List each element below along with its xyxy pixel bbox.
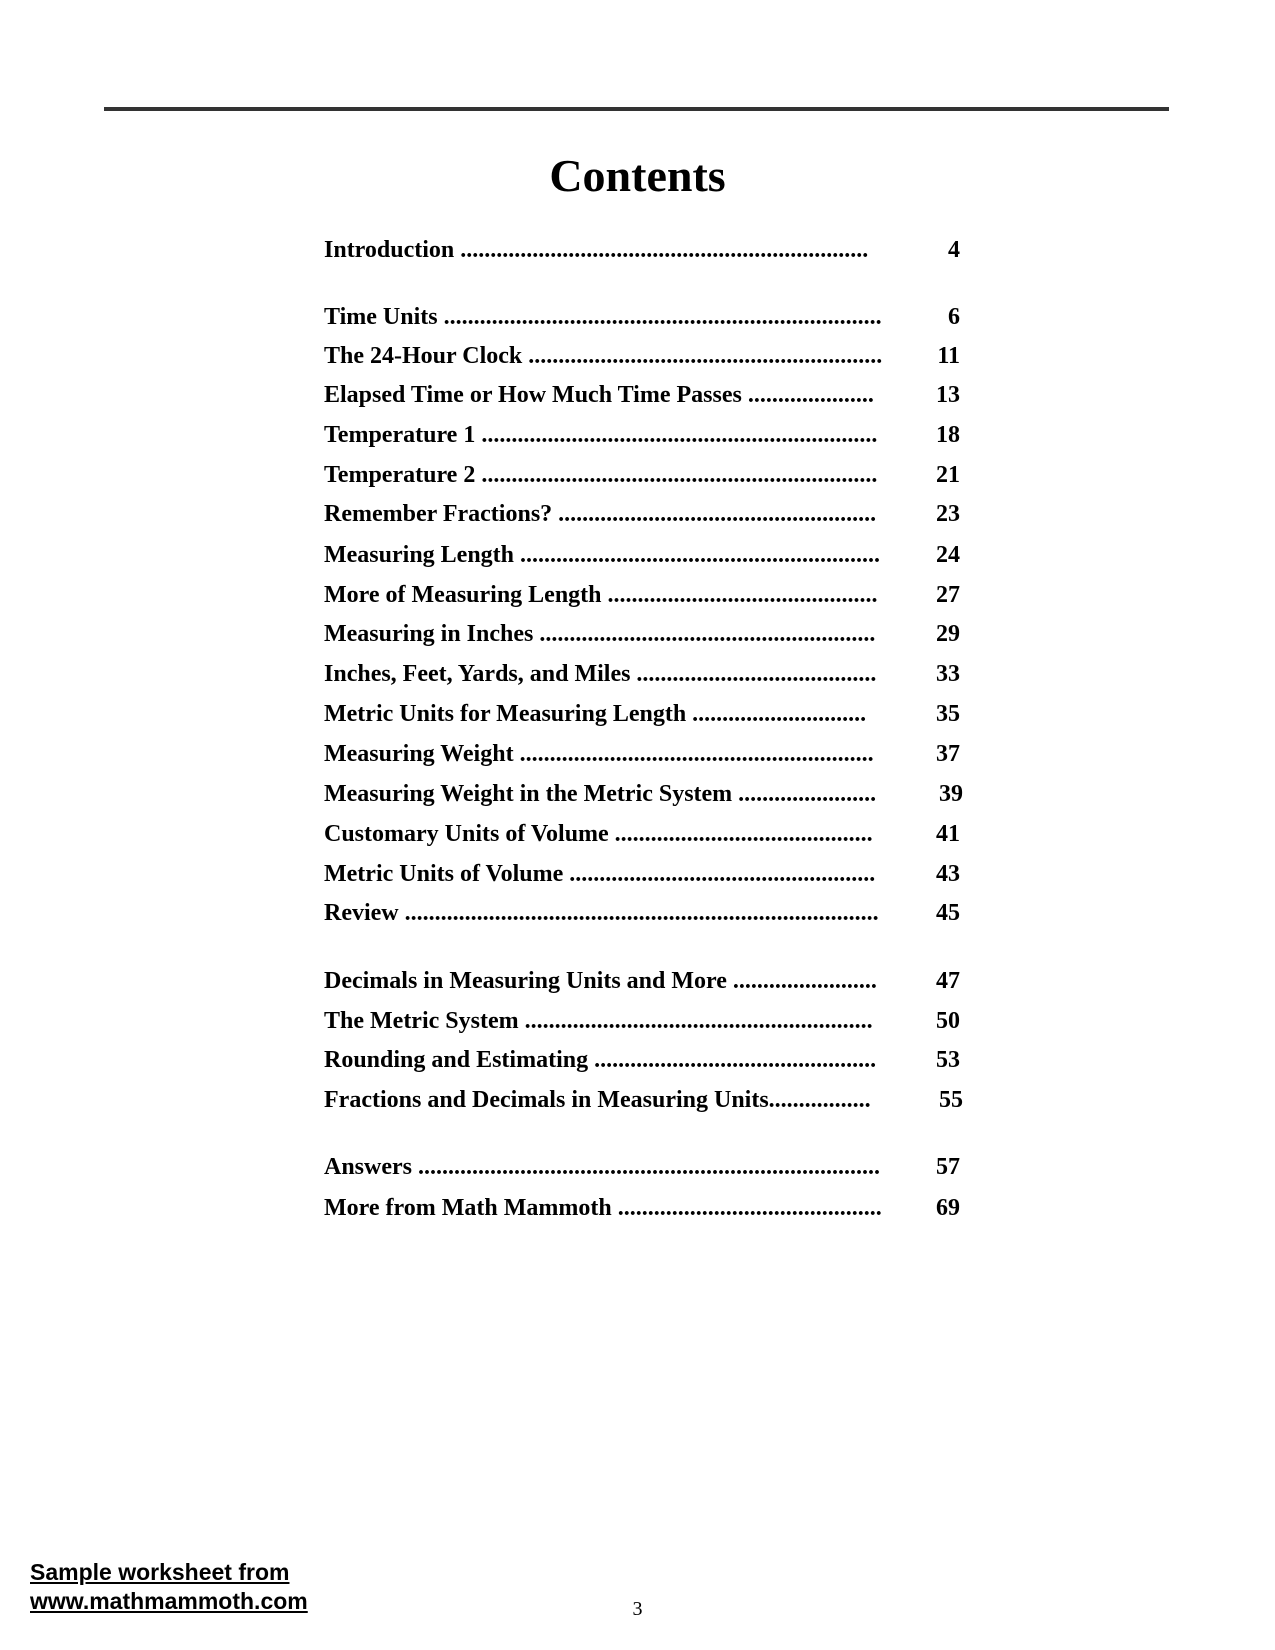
toc-entry[interactable] xyxy=(324,659,960,689)
toc-entry[interactable] xyxy=(324,859,960,889)
toc-entry[interactable] xyxy=(324,380,960,410)
toc-entry-label: Measuring Weight ........................................................... xyxy=(324,741,874,767)
toc-entry-label: Measuring Length ............................................................ xyxy=(324,542,881,568)
toc-entry-label: Metric Units of Volume ................................................... xyxy=(324,861,876,887)
toc-entry-page: 23 xyxy=(936,501,960,527)
toc-entry-page: 21 xyxy=(936,462,960,488)
toc-entry-label: Temperature 2 .................................................................. xyxy=(324,462,878,488)
toc-entry-label: Inches, Feet, Yards, and Miles ........................................ xyxy=(324,661,877,687)
toc-entry-page: 27 xyxy=(936,582,960,608)
toc-entry-page: 69 xyxy=(936,1195,960,1221)
toc-entry-label: Fractions and Decimals in Measuring Units................. xyxy=(324,1087,871,1113)
toc-entry-page: 39 xyxy=(939,781,963,807)
toc-entry[interactable] xyxy=(324,540,960,570)
toc-entry[interactable] xyxy=(324,1045,960,1075)
toc-entry[interactable] xyxy=(324,420,960,450)
toc-entry[interactable] xyxy=(324,235,960,265)
toc-entry[interactable] xyxy=(324,1085,963,1115)
toc-entry-page: 6 xyxy=(948,304,960,330)
toc-entry-label: Decimals in Measuring Units and More ........................ xyxy=(324,968,877,994)
toc-entry[interactable] xyxy=(324,966,960,996)
toc-entry[interactable] xyxy=(324,819,960,849)
toc-entry-page: 13 xyxy=(936,382,960,408)
toc-entry-page: 29 xyxy=(936,621,960,647)
toc-entry-page: 4 xyxy=(948,237,960,263)
page-number: 3 xyxy=(632,1598,643,1620)
toc-entry-label: Time Units ......................................................................... xyxy=(324,304,882,330)
toc-entry[interactable] xyxy=(324,499,960,529)
toc-entry-page: 45 xyxy=(936,900,960,926)
toc-entry-page: 53 xyxy=(936,1047,960,1073)
toc-entry-label: The 24-Hour Clock ........................................................... xyxy=(324,343,883,369)
toc-entry-page: 35 xyxy=(936,701,960,727)
toc-entry-label: Review ............................................................................... xyxy=(324,900,879,926)
toc-entry[interactable] xyxy=(324,779,963,809)
toc-entry[interactable] xyxy=(324,580,960,610)
toc-entry-label: More of Measuring Length ............................................. xyxy=(324,582,878,608)
top-divider xyxy=(104,107,1169,111)
page-title: Contents xyxy=(549,150,726,201)
toc-entry-label: Elapsed Time or How Much Time Passes ..................... xyxy=(324,382,874,408)
toc-entry[interactable] xyxy=(324,341,960,371)
toc-entry[interactable] xyxy=(324,699,960,729)
toc-entry-label: Introduction .................................................................... xyxy=(324,237,869,263)
toc-entry-page: 37 xyxy=(936,741,960,767)
toc-entry-page: 41 xyxy=(936,821,960,847)
toc-entry[interactable] xyxy=(324,739,960,769)
toc-entry-page: 11 xyxy=(937,343,960,369)
toc-entry[interactable] xyxy=(324,1152,960,1182)
toc-entry-page: 47 xyxy=(936,968,960,994)
toc-entry-label: Answers ............................................................................. xyxy=(324,1154,880,1180)
toc-entry-label: Customary Units of Volume ........................................... xyxy=(324,821,873,847)
toc-entry-page: 50 xyxy=(936,1008,960,1034)
toc-entry-page: 33 xyxy=(936,661,960,687)
toc-entry[interactable] xyxy=(324,1193,960,1223)
toc-entry-label: More from Math Mammoth ............................................ xyxy=(324,1195,882,1221)
toc-entry[interactable] xyxy=(324,460,960,490)
toc-entry-label: Temperature 1 .................................................................. xyxy=(324,422,878,448)
toc-entry-label: Measuring Weight in the Metric System ....................... xyxy=(324,781,877,807)
toc-entry[interactable] xyxy=(324,302,960,332)
toc-entry-page: 24 xyxy=(936,542,960,568)
toc-entry-label: Rounding and Estimating ............................................... xyxy=(324,1047,877,1073)
toc-entry[interactable] xyxy=(324,619,960,649)
toc-entry-page: 55 xyxy=(939,1087,963,1113)
toc-entry-page: 43 xyxy=(936,861,960,887)
toc-entry-page: 57 xyxy=(936,1154,960,1180)
toc-entry-page: 18 xyxy=(936,422,960,448)
watermark-line-1: Sample worksheet from xyxy=(30,1559,290,1585)
toc-entry[interactable] xyxy=(324,1006,960,1036)
watermark-line-2[interactable]: www.mathmammoth.com xyxy=(30,1588,308,1614)
toc-entry-label: Metric Units for Measuring Length ............................. xyxy=(324,701,867,727)
toc-entry-label: Remember Fractions? ..................................................... xyxy=(324,501,877,527)
toc-entry[interactable] xyxy=(324,898,960,928)
toc-entry-label: The Metric System .......................................................... xyxy=(324,1008,873,1034)
toc-entry-label: Measuring in Inches ........................................................ xyxy=(324,621,876,647)
